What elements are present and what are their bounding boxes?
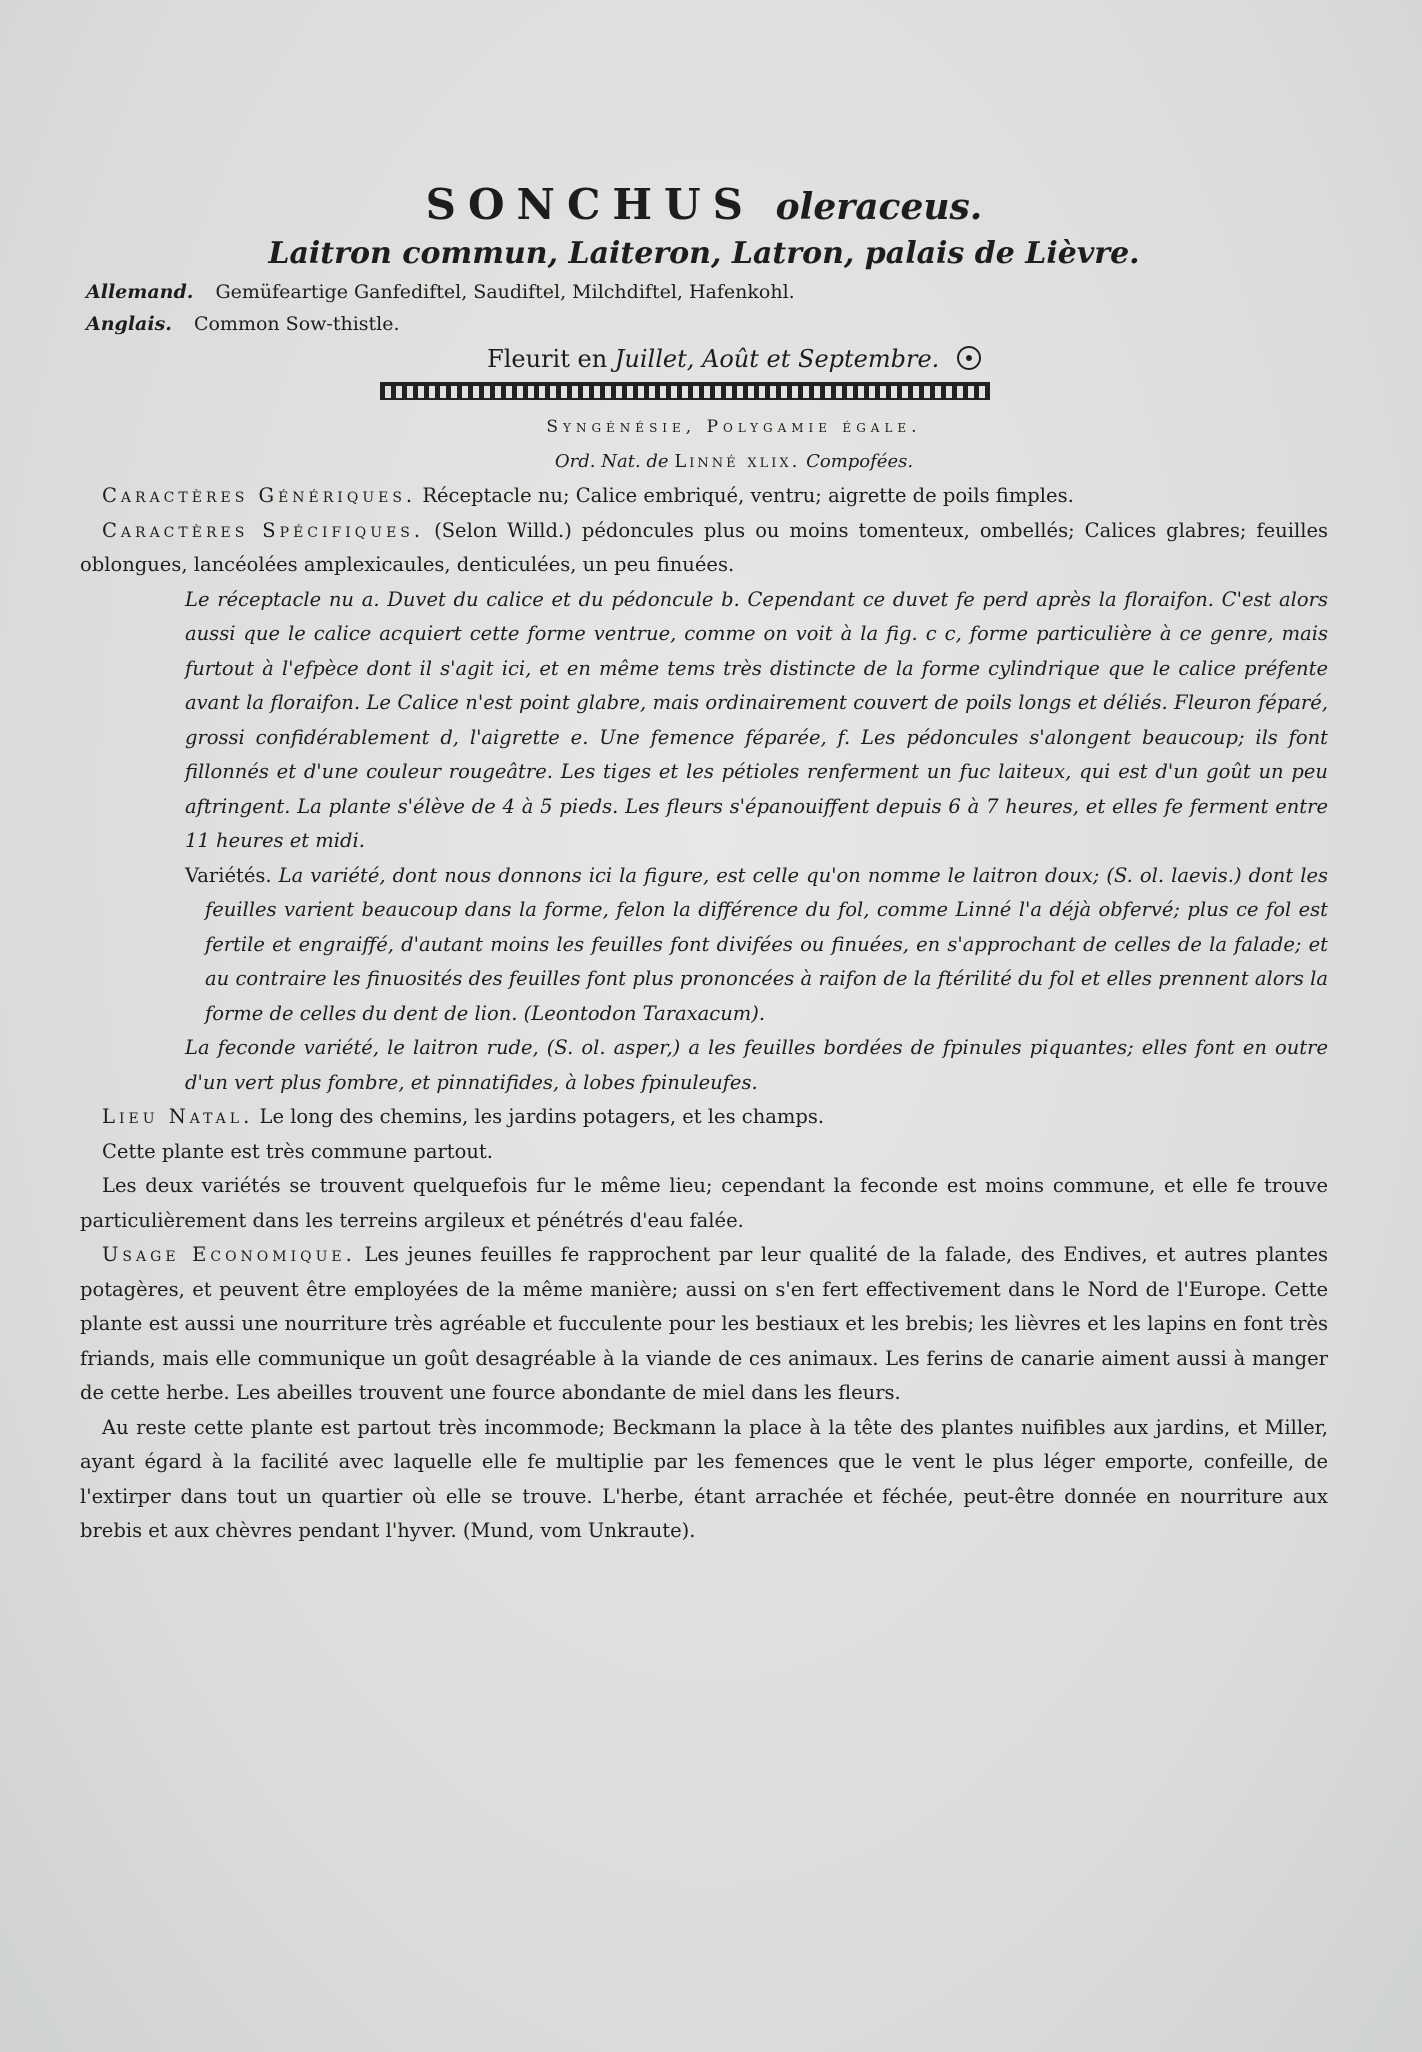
- specific-text: (Selon Willd.) pédoncules plus ou moins tomenteux, ombellés; Calices glabres; feuilles oblongues, lancéolées amplexicaules, denticulées, un peu finuées.: [80, 518, 1328, 576]
- varieties-first: La variété, dont nous donnons ici la figure, est celle qu'on nomme le laitron doux; (S. ol. laevis.) dont les feuilles varient beaucoup dans la forme, felon la différence du fol, comme Linné l'a déjà obfervé; plus ce fol est fertile et engraiffé, d'autant moins les feuilles font divifées ou finuées, en s'approchant de celles de la falade; et au contraire les finuosités des feuilles font plus prononcées à raifon de la ftérilité du fol et elles prennent alors la forme de celles du dent de lion. (Leontodon Taraxacum).: [205, 863, 1328, 1025]
- lang-label: Allemand.: [86, 281, 194, 303]
- varieties-paragraph: [80, 859, 1328, 1032]
- flowering-months: Juillet, Août et Septembre.: [614, 345, 940, 373]
- section-label: Caractères Génériques.: [102, 484, 417, 507]
- generic-characters: [80, 479, 1328, 514]
- flowering-line: [140, 340, 1328, 378]
- section-label: Caractères Spécifiques.: [102, 518, 425, 542]
- vernacular-names: Common Sow-thistle.: [193, 313, 400, 335]
- flowering-lead: Fleurit en: [487, 345, 608, 373]
- habitat-note: Cette plante est très commune partout.: [102, 1139, 493, 1163]
- classification-system: Syngénésie, Polygamie égale.: [546, 417, 922, 437]
- common-names: Laitron commun, Laiteron, Latron, palais de Lièvre.: [268, 236, 1140, 271]
- species-name: oleraceus.: [775, 186, 983, 228]
- natural-order: [140, 445, 1328, 480]
- vernacular-english: [86, 308, 1328, 340]
- description-paragraph: Le réceptacle nu a. Duvet du calice et du pédoncule b. Cependant ce duvet fe perd après la floraifon. C'est alors aussi que le calice acquiert cette forme ventrue, comme on voit à la fig. c c, forme particulière à ce genre, mais furtout à l'efpèce dont il s'agit ici, et en même tems très distincte de la forme cylindrique que le calice préfente avant la floraifon. Le Calice n'est point glabre, mais ordinairement couvert de poils longs et déliés. Fleuron féparé, grossi confidérablement d, l'aigrette e. Une femence féparée, f. Les pédoncules s'alongent beaucoup; ils font fillonnés et d'une couleur rougeâtre. Les tiges et les pétioles renferment un fuc laiteux, qui est d'un goût un peu aftringent. La plante s'élève de 4 à 5 pieds. Les fleurs s'épanouiffent depuis 6 à 7 heures, et elles fe ferment entre 11 heures et midi.: [185, 587, 1328, 852]
- page-title: [80, 180, 1328, 232]
- section-label: Usage Economique.: [102, 1243, 356, 1266]
- specific-characters: [80, 514, 1328, 583]
- economic-paragraph: [80, 1238, 1328, 1411]
- linne-reference: Linné xlix.: [674, 450, 801, 472]
- vernacular-names: Gemüfeartige Ganfediftel, Saudiftel, Milchdiftel, Hafenkohl.: [215, 281, 795, 303]
- vernacular-german: [86, 276, 1328, 308]
- varieties-second: La feconde variété, le laitron rude, (S. ol. asper,) a les feuilles bordées de fpinules piquantes; elles font en outre d'un vert plus fombre, et pinnatifides, à lobes fpinuleufes.: [185, 1036, 1328, 1094]
- order-prefix: Ord. Nat. de: [554, 450, 669, 472]
- section-label: Lieu Natal.: [102, 1105, 254, 1128]
- genus-name: SONCHUS: [425, 180, 756, 229]
- lang-label: Anglais.: [86, 313, 172, 335]
- generic-text: Réceptacle nu; Calice embriqué, ventru; aigrette de poils fimples.: [422, 484, 1074, 507]
- section-label: Variétés.: [185, 863, 272, 887]
- perennial-symbol-icon: [957, 346, 981, 370]
- economic-closing: Au reste cette plante est partout très incommode; Beckmann la place à la tête des plantes nuifibles aux jardins, et Miller, ayant égard à la facilité avec laquelle elle fe multiplie par les femences que le vent le plus léger emporte, confeille, de l'extirper dans tout un quartier où elle se trouve. L'herbe, étant arrachée et féchée, peut-être donnée en nourriture aux brebis et aux chèvres pendant l'hyver. (Mund, vom Unkraute).: [80, 1415, 1328, 1542]
- economic-text: Les jeunes feuilles fe rapprochent par leur qualité de la falade, des Endives, et autres plantes potagères, et peuvent être employées de la même manière; aussi on s'en fert effectivement dans le Nord de l'Europe. Cette plante est aussi une nourriture très agréable et fucculente pour les bestiaux et les brebis; les lièvres et les lapins en font très friands, mais elle communique un goût desagréable à la viande de ces animaux. Les ferins de canarie aiment aussi à manger de cette herbe. Les abeilles trouvent une fource abondante de miel dans les fleurs.: [80, 1243, 1328, 1404]
- habitat-varieties-note: Les deux variétés se trouvent quelquefois fur le même lieu; cependant la feconde est moins commune, et elle fe trouve particulièrement dans les terreins argileux et pénétrés d'eau falée.: [80, 1174, 1328, 1232]
- ornamental-rule: [380, 382, 990, 400]
- habitat-paragraph: [80, 1100, 1328, 1135]
- text-column: [80, 180, 1328, 1549]
- order-name: Compofées.: [806, 450, 914, 472]
- habitat-text: Le long des chemins, les jardins potagers, et les champs.: [259, 1105, 825, 1128]
